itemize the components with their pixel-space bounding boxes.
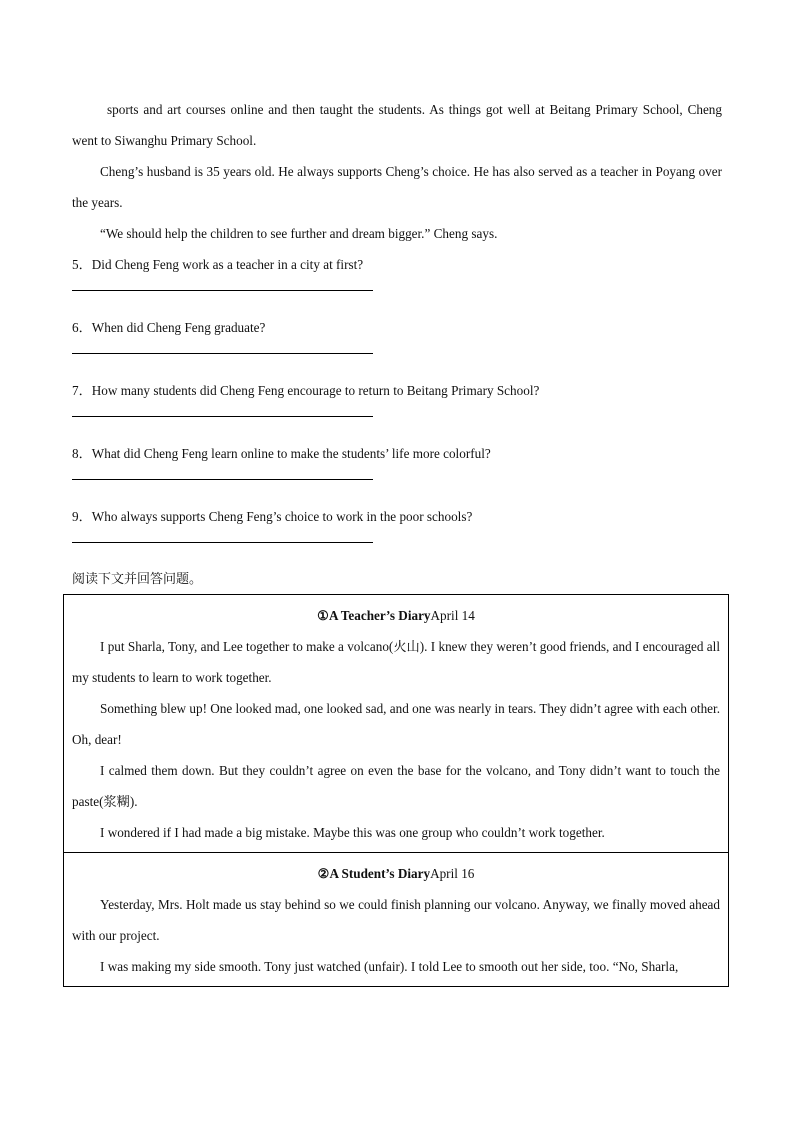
question-text: What did Cheng Feng learn online to make the students’ life more colorful? [91, 446, 491, 461]
diary-date: April 16 [430, 866, 475, 881]
diary-marker: ② [317, 866, 330, 881]
question-number: 7． [72, 383, 92, 398]
diary-title [72, 858, 720, 889]
teacher-diary [64, 595, 728, 852]
diary-marker: ① [317, 608, 329, 623]
answer-line[interactable] [72, 290, 373, 291]
diary-paragraph: I was making my side smooth. Tony just watched (unfair). I told Lee to smooth out her side, too. “No, Sharla, [100, 959, 679, 974]
question-7 [72, 375, 722, 417]
question-text: Did Cheng Feng work as a teacher in a city at first? [91, 257, 364, 272]
question-number: 9． [72, 509, 92, 524]
answer-line[interactable] [72, 542, 373, 543]
student-diary [64, 852, 728, 986]
answer-line[interactable] [72, 353, 373, 354]
passage-paragraph: Cheng’s husband is 35 years old. He always supports Cheng’s choice. He has also served as a teacher in Poyang over the years. [72, 164, 722, 210]
question-6 [72, 312, 722, 354]
diary-title-text: A Student’s Diary [329, 866, 431, 881]
diary-title-text: A Teacher’s Diary [328, 608, 431, 623]
question-text: How many students did Cheng Feng encourage to return to Beitang Primary School? [91, 383, 540, 398]
diary-paragraph: Yesterday, Mrs. Holt made us stay behind so we could finish planning our volcano. Anyway, we finally moved ahead with our project. [72, 897, 720, 943]
diary-box [63, 594, 729, 987]
passage-paragraph: sports and art courses online and then taught the students. As things got well at Beitang Primary School, Cheng went to Siwanghu Primary School. [72, 102, 722, 148]
worksheet-page [72, 94, 722, 595]
diary-paragraph: Something blew up! One looked mad, one looked sad, and one was nearly in tears. They didn’t agree with each other. Oh, dear! [72, 701, 720, 747]
diary-paragraph: I calmed them down. But they couldn’t agree on even the base for the volcano, and Tony didn’t want to touch the paste(浆糊). [72, 763, 720, 809]
question-number: 5． [72, 257, 92, 272]
question-number: 6． [72, 320, 92, 335]
answer-line[interactable] [72, 479, 373, 480]
question-text: Who always supports Cheng Feng’s choice to work in the poor schools? [91, 509, 473, 524]
passage-paragraph: “We should help the children to see further and dream bigger.” Cheng says. [100, 226, 498, 241]
diary-title [72, 600, 720, 631]
answer-line[interactable] [72, 416, 373, 417]
question-9 [72, 501, 722, 543]
diary-paragraph: I wondered if I had made a big mistake. Maybe this was one group who couldn’t work together. [100, 825, 605, 840]
reading-instruction: 阅读下文并回答问题。 [72, 572, 203, 587]
question-8 [72, 438, 722, 480]
question-number: 8． [72, 446, 92, 461]
question-5 [72, 249, 722, 291]
question-text: When did Cheng Feng graduate? [91, 320, 266, 335]
diary-paragraph: I put Sharla, Tony, and Lee together to make a volcano(火山). I knew they weren’t good friends, and I encouraged all my students to learn to work together. [72, 639, 720, 685]
diary-date: April 14 [430, 608, 475, 623]
